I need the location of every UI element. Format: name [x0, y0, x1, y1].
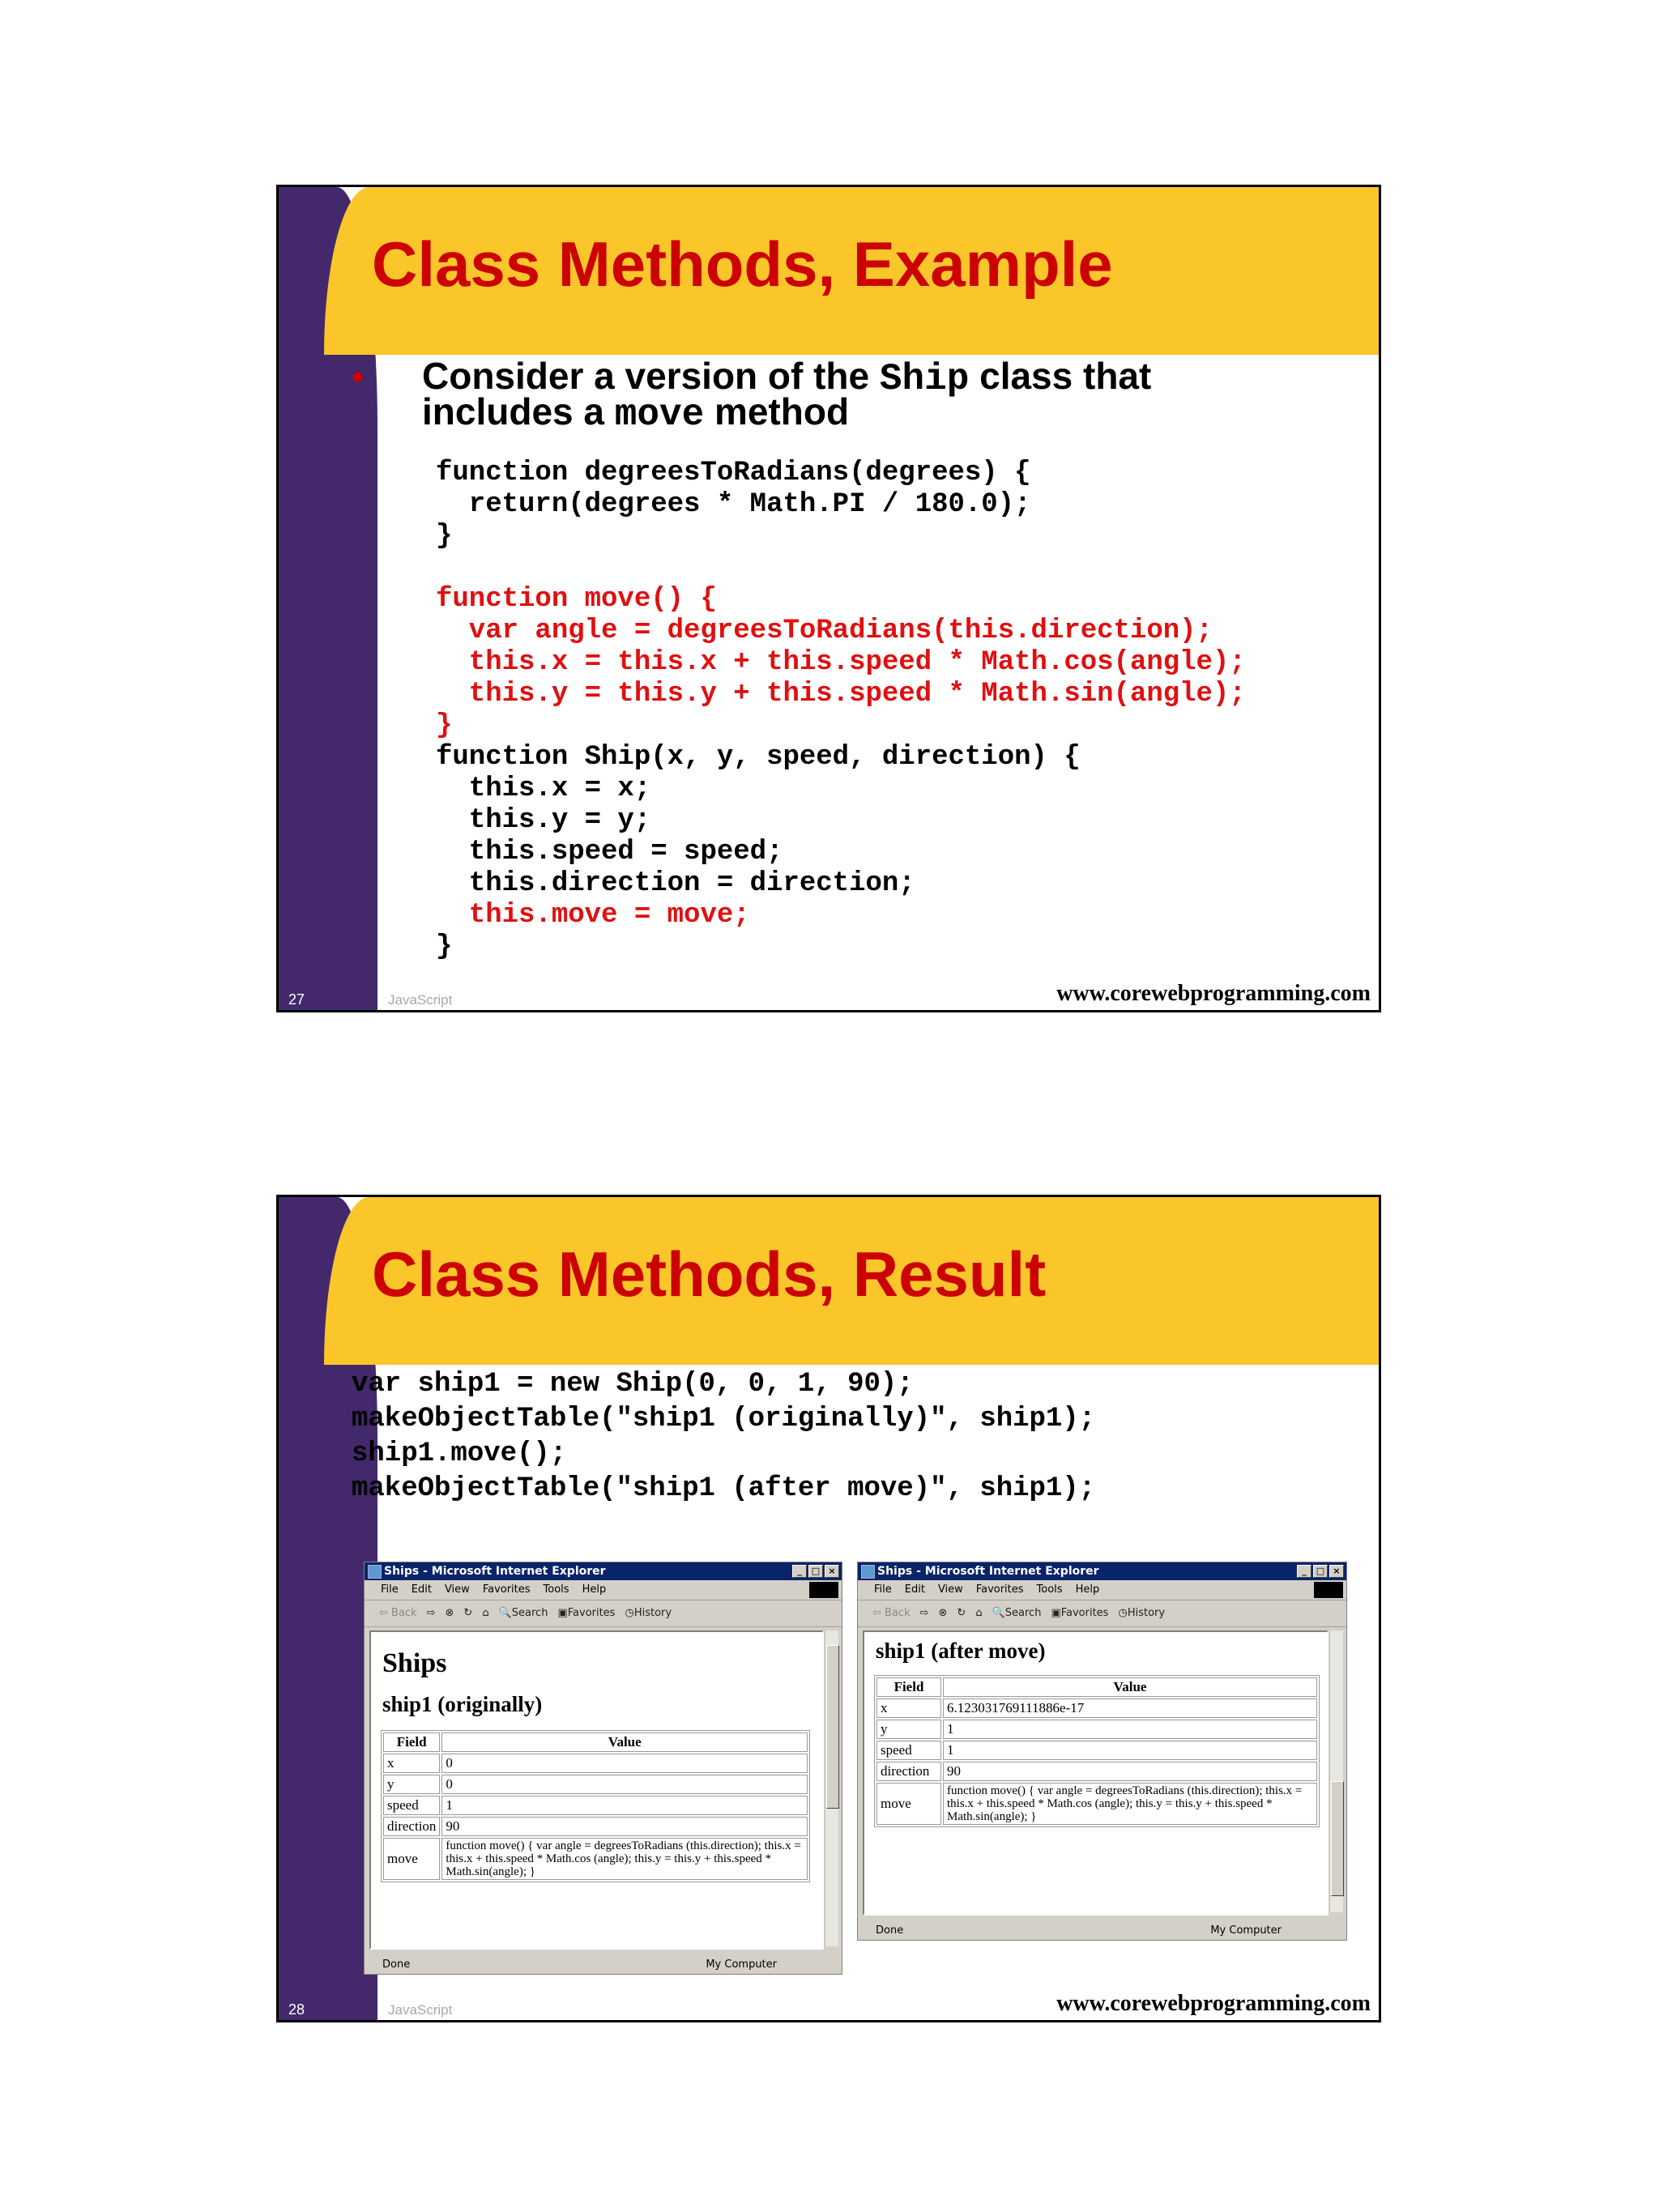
table-heading: ship1 (originally) — [382, 1692, 543, 1716]
history-button[interactable]: ◷History — [625, 1607, 672, 1619]
table-row — [876, 1741, 1317, 1760]
menu-file[interactable]: File — [381, 1583, 399, 1596]
ie-icon — [368, 1565, 382, 1579]
slide-title: Class Methods, Example — [372, 228, 1113, 300]
back-button[interactable]: ⇦ Back — [379, 1607, 417, 1619]
value-cell: 90 — [441, 1817, 808, 1836]
browser-title-bar — [365, 1562, 842, 1580]
history-label: History — [1127, 1607, 1166, 1619]
code-result-calls: var ship1 = new Ship(0, 0, 1, 90); makeObjectTable("ship1 (originally)", ship1); ship1.move(); makeObjectTable("ship1 (after move)", ship1); — [352, 1369, 1096, 1504]
bullet-code-ship: Ship — [879, 358, 970, 400]
search-label: Search — [1004, 1607, 1042, 1619]
status-zone: My Computer — [1210, 1924, 1282, 1937]
back-button[interactable]: ⇦ Back — [872, 1607, 911, 1619]
vertical-scrollbar[interactable] — [1329, 1630, 1343, 1912]
bullet-text-part: class that — [969, 355, 1152, 397]
ie-icon — [861, 1565, 875, 1579]
table-row — [383, 1775, 808, 1794]
browser-title: Ships - Microsoft Internet Explorer — [384, 1565, 606, 1578]
favorites-button[interactable]: ▣Favorites — [557, 1607, 616, 1619]
menu-help[interactable]: Help — [582, 1583, 607, 1596]
browser-menu-bar — [365, 1580, 842, 1600]
menu-edit[interactable]: Edit — [904, 1583, 925, 1596]
col-value: Value — [943, 1677, 1317, 1697]
browser-title-bar — [858, 1562, 1346, 1580]
stop-icon[interactable]: ⊗ — [938, 1607, 948, 1619]
table-row — [383, 1754, 808, 1773]
menu-view[interactable]: View — [444, 1583, 470, 1596]
back-label: Back — [885, 1607, 911, 1619]
field-cell: y — [876, 1720, 941, 1739]
table-row — [876, 1783, 1317, 1825]
menu-favorites[interactable]: Favorites — [975, 1583, 1024, 1596]
code-ship-constructor: function Ship(x, y, speed, direction) { this.x = x; this.y = y; this.speed = speed; this.direction = direction; — [436, 742, 1081, 899]
table-header-row — [383, 1733, 808, 1752]
search-button[interactable]: 🔍Search — [992, 1607, 1042, 1619]
browser-toolbar — [858, 1600, 1346, 1627]
menu-file[interactable]: File — [874, 1583, 892, 1596]
favorites-button[interactable]: ▣Favorites — [1051, 1607, 1109, 1619]
table-row — [876, 1720, 1317, 1739]
page-heading: Ships — [382, 1648, 447, 1678]
slide-27 — [276, 185, 1381, 1012]
vertical-scrollbar[interactable] — [825, 1630, 838, 1946]
col-field: Field — [876, 1677, 941, 1697]
browser-content — [369, 1630, 824, 1950]
table-row — [876, 1762, 1317, 1781]
field-cell: direction — [383, 1817, 440, 1836]
value-cell: 0 — [441, 1775, 808, 1794]
field-cell: speed — [876, 1741, 941, 1760]
footer-topic: JavaScript — [388, 2002, 453, 2018]
forward-button[interactable]: ⇨ — [919, 1607, 929, 1619]
menu-tools[interactable]: Tools — [1036, 1583, 1063, 1596]
object-table — [874, 1675, 1320, 1827]
value-cell: 1 — [943, 1720, 1317, 1739]
table-row — [876, 1698, 1317, 1718]
footer-url: www.corewebprogramming.com — [1056, 1991, 1371, 2016]
field-cell: x — [876, 1698, 941, 1718]
field-cell: move — [876, 1783, 941, 1825]
browser-window-after-move — [857, 1562, 1347, 1941]
footer-url: www.corewebprogramming.com — [1056, 981, 1371, 1006]
code-degrees-to-radians: function degreesToRadians(degrees) { return(degrees * Math.PI / 180.0); } — [436, 458, 1031, 552]
refresh-icon[interactable]: ↻ — [463, 1607, 473, 1619]
slide-number: 27 — [288, 991, 305, 1008]
scrollbar-thumb[interactable] — [826, 1645, 839, 1809]
home-icon[interactable]: ⌂ — [975, 1607, 983, 1619]
table-row — [383, 1817, 808, 1836]
close-button[interactable]: × — [825, 1565, 839, 1578]
slide-number: 28 — [288, 2001, 305, 2018]
table-header-row — [876, 1677, 1317, 1697]
field-cell: speed — [383, 1796, 440, 1815]
table-row — [383, 1838, 808, 1880]
status-bar — [858, 1922, 1346, 1940]
minimize-button[interactable]: _ — [792, 1565, 807, 1578]
col-value: Value — [441, 1733, 808, 1752]
value-cell: 1 — [441, 1796, 808, 1815]
value-cell: function move() { var angle = degreesToRadians (this.direction); this.x = this.x + this.speed * Math.cos (angle); this.y = this.y + this.speed * Math.sin(angle); } — [943, 1783, 1317, 1825]
footer-topic: JavaScript — [388, 992, 453, 1008]
browser-content — [863, 1630, 1328, 1916]
field-cell: direction — [876, 1762, 941, 1781]
table-row — [383, 1796, 808, 1815]
scrollbar-thumb[interactable] — [1331, 1781, 1344, 1896]
status-done: Done — [876, 1924, 904, 1937]
stop-icon[interactable]: ⊗ — [445, 1607, 454, 1619]
code-move-function: function move() { var angle = degreesToRadians(this.direction); this.x = this.x + this.speed * Math.cos(angle); this.y = this.y + this.speed * Math.sin(angle); } — [436, 584, 1246, 741]
col-field: Field — [383, 1733, 440, 1752]
status-done: Done — [382, 1958, 411, 1971]
code-ship-constructor-end: } — [436, 931, 453, 962]
bullet-text-part: method — [704, 390, 850, 433]
maximize-button[interactable]: □ — [808, 1565, 823, 1578]
value-cell: 90 — [943, 1762, 1317, 1781]
forward-button[interactable]: ⇨ — [426, 1607, 436, 1619]
menu-tools[interactable]: Tools — [543, 1583, 569, 1596]
windows-logo-icon — [1314, 1582, 1343, 1598]
search-button[interactable]: 🔍Search — [498, 1607, 548, 1619]
field-cell: move — [383, 1838, 440, 1880]
favorites-label: Favorites — [1060, 1607, 1109, 1619]
maximize-button[interactable]: □ — [1313, 1565, 1328, 1578]
favorites-label: Favorites — [567, 1607, 616, 1619]
table-heading: ship1 (after move) — [876, 1639, 1046, 1663]
value-cell: 6.123031769111886e-17 — [943, 1698, 1317, 1718]
close-button[interactable]: × — [1329, 1565, 1344, 1578]
slide-28 — [276, 1195, 1381, 2022]
code-ship-move-assignment: this.move = move; — [436, 900, 750, 931]
search-label: Search — [511, 1607, 548, 1619]
object-table — [381, 1730, 810, 1882]
slide-title: Class Methods, Result — [372, 1238, 1047, 1310]
bullet-text — [422, 355, 1232, 436]
menu-help[interactable]: Help — [1075, 1583, 1100, 1596]
refresh-icon[interactable]: ↻ — [957, 1607, 966, 1619]
windows-logo-icon — [809, 1582, 838, 1598]
browser-menu-bar — [858, 1580, 1346, 1600]
field-cell: x — [383, 1754, 440, 1773]
home-icon[interactable]: ⌂ — [482, 1607, 489, 1619]
menu-edit[interactable]: Edit — [411, 1583, 432, 1596]
menu-favorites[interactable]: Favorites — [482, 1583, 531, 1596]
browser-title: Ships - Microsoft Internet Explorer — [877, 1565, 1099, 1578]
menu-view[interactable]: View — [937, 1583, 963, 1596]
history-label: History — [633, 1607, 672, 1619]
field-cell: y — [383, 1775, 440, 1794]
back-label: Back — [391, 1607, 417, 1619]
browser-window-originally — [364, 1562, 842, 1975]
status-bar — [365, 1956, 842, 1974]
status-zone: My Computer — [706, 1958, 777, 1971]
bullet-code-move: move — [614, 394, 705, 436]
browser-toolbar — [365, 1600, 842, 1627]
value-cell: function move() { var angle = degreesToRadians (this.direction); this.x = this.x + this.speed * Math.cos (angle); this.y = this.y + this.speed * Math.sin(angle); } — [441, 1838, 808, 1880]
value-cell: 1 — [943, 1741, 1317, 1760]
value-cell: 0 — [441, 1754, 808, 1773]
bullet-text-part: Consider a version of the — [422, 355, 880, 397]
minimize-button[interactable]: _ — [1297, 1565, 1311, 1578]
bullet-marker: • — [352, 357, 365, 397]
bullet-text-part: includes a — [422, 390, 615, 433]
history-button[interactable]: ◷History — [1118, 1607, 1166, 1619]
